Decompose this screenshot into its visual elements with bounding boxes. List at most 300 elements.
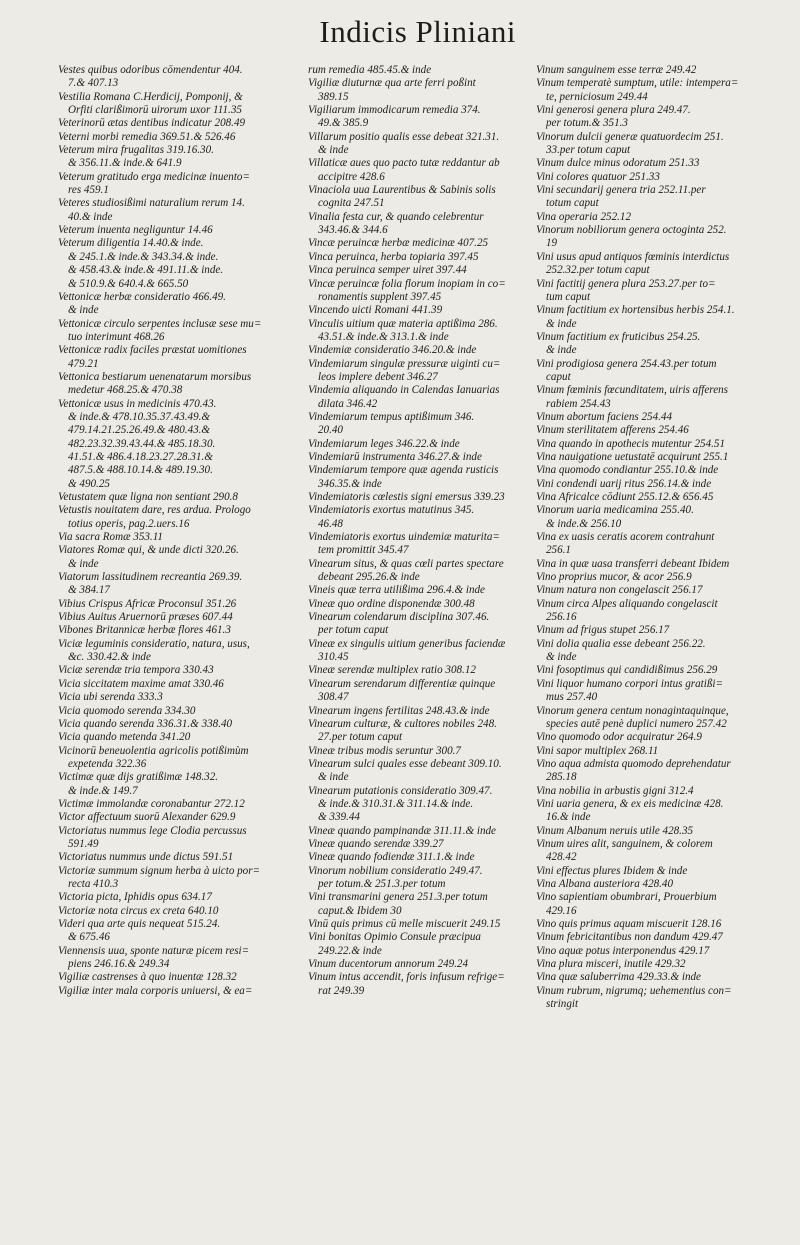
index-entry-line: dilata 346.42 (318, 397, 378, 410)
index-entry (58, 237, 284, 290)
index-entry-line: Vina operaria 252.12 (536, 210, 632, 223)
index-entry-line: Vini condendi uarij ritus 256.14.& inde (536, 477, 712, 490)
index-entry (308, 971, 524, 998)
index-entry-line: & inde (546, 651, 577, 664)
index-entry-line: & 339.44 (318, 811, 360, 824)
index-entry-line: Vini generosi genera plura 249.47. (536, 104, 691, 117)
index-entry (536, 224, 762, 251)
index-entry (58, 224, 284, 237)
index-entry-line: 249.22.& inde (318, 944, 382, 957)
index-entry-line: Vineæ quo ordine disponendæ 300.48 (308, 597, 475, 610)
index-entry-line: Vettonicæ circulo serpentes inclusæ sese mu= (58, 317, 262, 330)
index-entry (58, 771, 284, 798)
index-entry (308, 504, 524, 531)
index-entry-line: Vestes quibus odoribus cōmendentur 404. (58, 64, 243, 76)
index-entry (58, 705, 284, 718)
index-entry-line: & inde (546, 344, 577, 357)
index-entry-line: 33.per totum caput (546, 144, 631, 157)
index-entry (536, 865, 762, 878)
index-entry-line: 16.& inde (546, 811, 591, 824)
index-entry-line: Vini bonitas Opimio Consule præcipua (308, 931, 481, 944)
index-entry-line: Vibius Crispus Africæ Proconsul 351.26 (58, 597, 237, 610)
index-entry-line: Vino quis primus aquam miscuerit 128.16 (536, 918, 722, 930)
index-entry-line: Vina quæ saluberrima 429.33.& inde (536, 971, 701, 984)
index-entry-line: Vettonicæ usus in medicinis 470.43. (58, 397, 217, 410)
index-entry-line: Vigiliæ castrenses à quo inuentæ 128.32 (58, 971, 237, 984)
index-entry (58, 117, 284, 130)
index-entry (308, 825, 524, 838)
index-entry-line: Vicia quomodo serenda 334.30 (58, 704, 196, 717)
index-entry (308, 278, 524, 305)
index-entry-line: Vetustis nouitatem dare, res ardua. Prologo (58, 504, 251, 517)
index-entry-line: per totum caput (318, 624, 389, 637)
index-entry-line: Vina quomodo condiantur 255.10.& inde (536, 464, 719, 477)
index-entry-line: Vincæ peruincæ herbæ medicinæ 407.25 (308, 237, 489, 250)
index-entry-line: medetur 468.25.& 470.38 (68, 384, 183, 397)
index-entry-line: Vinearum putationis consideratio 309.47. (308, 784, 493, 797)
index-entry-line: tuo interimunt 468.26 (68, 330, 165, 343)
index-entry-line: 40.& inde (68, 210, 113, 223)
index-entry-line: Videri qua arte quis nequeat 515.24. (58, 918, 221, 930)
index-entry-line: Vina Albana austeriora 428.40 (536, 877, 674, 890)
index-entry-line: & 490.25 (68, 477, 110, 490)
index-entry-line: Vindemiatoris cœlestis signi emersus 339.23 (308, 491, 505, 503)
index-entry-line: Vini colores quatuor 251.33 (536, 170, 660, 183)
index-entry (308, 745, 524, 758)
index-entry (536, 384, 762, 411)
index-entry-line: Vettonicæ herbæ consideratio 466.49. (58, 290, 226, 303)
index-entry-line: piens 246.16.& 249.34 (68, 958, 170, 971)
index-entry-line: Victor affectuum suorū Alexander 629.9 (58, 811, 236, 824)
index-entry (308, 758, 524, 785)
index-entry-line: Vina ex uasis ceratis acorem contrahunt (536, 531, 715, 544)
index-entry (536, 571, 762, 584)
index-entry (536, 664, 762, 677)
index-entry-line: Veterum gratitudo erga medicinæ inuento= (58, 170, 250, 183)
index-entry (536, 678, 762, 705)
index-entry (536, 558, 762, 571)
index-entry (536, 451, 762, 464)
index-entry-line: rabiem 254.43 (546, 397, 611, 410)
index-entry-line: Vinū quis primus cū melle miscuerit 249.15 (308, 918, 501, 930)
index-entry-line: Vicia siccitatem maxime amat 330.46 (58, 677, 224, 690)
index-entry (308, 718, 524, 745)
index-entry (536, 918, 762, 931)
index-entry-line: & inde.& 310.31.& 311.14.& inde. (318, 797, 474, 810)
index-entry-line: Vinaciola uua Laurentibus & Sabinis solis (308, 184, 496, 197)
index-entry-line: rat 249.39 (318, 984, 365, 997)
index-entry (536, 171, 762, 184)
index-entry (308, 438, 524, 451)
index-entry (58, 171, 284, 198)
index-entry (536, 278, 762, 305)
index-entry-line: Vini liquor humano corpori intus gratißi= (536, 677, 723, 690)
index-entry-line: Vettonica bestiarum uenenatarum morsibus (58, 370, 252, 383)
index-column-3 (536, 64, 762, 1011)
index-entry (58, 745, 284, 772)
index-entry-line: Vinum febricitantibus non dandum 429.47 (536, 931, 723, 944)
index-entry (58, 731, 284, 744)
index-entry-line: Vettonicæ radix faciles præstat uomitiones (58, 344, 247, 357)
index-entry-line: 308.47 (318, 691, 349, 704)
index-entry (58, 624, 284, 637)
index-entry-line: Vineæ tribus modis seruntur 300.7 (308, 744, 461, 757)
index-entry (536, 331, 762, 358)
index-entry (58, 598, 284, 611)
index-entry-line: Vinearum colendarum disciplina 307.46. (308, 611, 490, 624)
index-entry-line: 428.42 (546, 851, 577, 864)
index-entry (536, 77, 762, 104)
index-entry (536, 184, 762, 211)
index-entry-line: Vinalia festa cur, & quando celebrentur (308, 210, 484, 223)
index-entry-line: Vineæ serendæ multiplex ratio 308.12 (308, 664, 476, 677)
index-entry-line: Vineæ quando pampinandæ 311.11.& inde (308, 824, 496, 837)
index-entry-line: Vincendo uicti Romani 441.39 (308, 304, 443, 317)
index-entry (536, 838, 762, 865)
index-entry-line: & 384.17 (68, 584, 110, 597)
index-entry (58, 851, 284, 864)
index-entry (536, 798, 762, 825)
index-entry-line: 256.1 (546, 544, 571, 557)
index-entry (308, 531, 524, 558)
index-entry-line: per totum.& 351.3 (546, 117, 628, 130)
index-entry-line: ronamentis supplent 397.45 (318, 290, 442, 303)
index-entry (58, 291, 284, 318)
index-entry-line: debeant 295.26.& inde (318, 571, 420, 584)
index-entry-line: Vineæ quando fodiendæ 311.1.& inde (308, 851, 475, 864)
index-column-2 (308, 64, 524, 998)
index-entry-line: 252.32.per totum caput (546, 264, 650, 277)
index-entry-line: 43.51.& inde.& 313.1.& inde (318, 330, 449, 343)
index-entry-line: Vinum Albanum neruis utile 428.35 (536, 824, 694, 837)
index-entry-line: Vetustatem quæ ligna non sentiant 290.8 (58, 491, 238, 503)
index-entry (536, 785, 762, 798)
index-entry-line: Via sacra Romæ 353.11 (58, 531, 163, 544)
index-entry (308, 104, 524, 131)
index-entry (58, 718, 284, 731)
index-entry (536, 64, 762, 77)
index-entry (308, 678, 524, 705)
index-entry (536, 878, 762, 891)
index-entry (58, 491, 284, 504)
index-entry-line: Vinum factitium ex hortensibus herbis 254.1. (536, 304, 735, 317)
index-entry-line: Vindemiarum tempore quæ agenda rusticis (308, 464, 499, 477)
index-entry-line: per totum.& 251.3.per totum (318, 877, 446, 890)
index-entry (536, 584, 762, 597)
index-entry (58, 664, 284, 677)
index-entry-line: Vicia quando serenda 336.31.& 338.40 (58, 717, 233, 730)
index-entry (58, 197, 284, 224)
index-entry (536, 731, 762, 744)
index-entry (308, 251, 524, 264)
index-entry-line: & 245.1.& inde.& 343.34.& inde. (68, 250, 219, 263)
index-entry-line: & inde (68, 557, 99, 570)
index-entry (536, 624, 762, 637)
index-entry-line: Vini factitij genera plura 253.27.per to= (536, 277, 716, 290)
index-entry-line: Vina plura misceri, inutile 429.32 (536, 958, 686, 971)
page-title: Indicis Pliniani (319, 14, 516, 49)
index-entry-line: Vineæ quando serendæ 339.27 (308, 837, 444, 850)
index-entry (308, 865, 524, 892)
index-entry (58, 398, 284, 491)
index-entry-line: Viennensis uua, sponte naturæ picem resi= (58, 944, 250, 957)
index-entry (308, 264, 524, 277)
index-entry-line: recta 410.3 (68, 877, 119, 890)
index-entry (536, 464, 762, 477)
index-entry (308, 318, 524, 345)
index-entry-line: Vineæ ex singulis uitium generibus faciendæ (308, 637, 506, 650)
index-entry (536, 931, 762, 944)
index-entry-line: Vinum rubrum, nigrumq; uehementius con= (536, 984, 732, 997)
index-entry-line: Vini usus apud antiquos fœminis interdictus (536, 250, 730, 263)
index-entry-line: Victoriatus nummus unde dictus 591.51 (58, 851, 234, 864)
index-entry-line: Vibones Britannicæ herbæ flores 461.3 (58, 624, 231, 637)
index-entry-line: & inde.& 478.10.35.37.43.49.& (68, 410, 211, 423)
index-entry (58, 798, 284, 811)
index-entry (58, 371, 284, 398)
index-entry (308, 384, 524, 411)
index-entry-line: cognita 247.51 (318, 197, 385, 210)
index-entry-line: 343.46.& 344.6 (318, 224, 388, 237)
index-entry-line: Vinorum nobiliorum genera octoginta 252. (536, 224, 727, 237)
index-entry-line: 389.15 (318, 90, 349, 103)
index-entry (308, 584, 524, 597)
index-entry (308, 664, 524, 677)
index-entry-line: species autē penè duplici numero 257.42 (546, 717, 727, 730)
index-entry-line: Vinum fœminis fœcunditatem, uiris afferens (536, 384, 728, 397)
index-entry-line: Victoria picta, Iphidis opus 634.17 (58, 891, 212, 904)
index-entry (308, 598, 524, 611)
index-entry-line: Vini fosoptimus qui candidißimus 256.29 (536, 664, 718, 677)
index-entry-line: Vinearum situs, & quas cœli partes spectare (308, 557, 504, 570)
index-entry-line: Vindemiatoris exortus uindemiæ maturita= (308, 531, 500, 544)
index-entry-line: Vinearum culturæ, & cultores nobiles 248. (308, 717, 497, 730)
index-entry-line: Vinum sterilitatem afferens 254.46 (536, 424, 689, 437)
index-entry-line: Vigiliarum immodicarum remedia 374. (308, 104, 481, 117)
index-entry (308, 211, 524, 238)
index-entry-line: Villaticæ aues quo pacto tutæ reddantur ab (308, 157, 500, 170)
index-entry (308, 891, 524, 918)
index-entry (308, 958, 524, 971)
index-entry (536, 638, 762, 665)
index-entry (536, 758, 762, 785)
index-entry-line: Victoriatus nummus lege Clodia percussus (58, 824, 247, 837)
index-entry-line: Vindemia aliquando in Calendas Ianuarias (308, 384, 500, 397)
index-entry-line: 285.18 (546, 771, 577, 784)
index-entry-line: 479.21 (68, 357, 99, 370)
index-entry (58, 891, 284, 904)
index-entry (308, 931, 524, 958)
index-entry (308, 491, 524, 504)
index-entry-line: tem promittit 345.47 (318, 544, 409, 557)
index-entry (308, 451, 524, 464)
index-entry-line: & inde (318, 771, 349, 784)
index-entry (536, 438, 762, 451)
index-entry-line: accipitre 428.6 (318, 170, 385, 183)
index-entry-line: Vini transmarini genera 251.3.per totum (308, 891, 488, 904)
index-entry-line: Vigiliæ inter mala corporis uniuersi, & ea= (58, 984, 253, 997)
index-entry-line: Vicia ubi serenda 333.3 (58, 691, 163, 704)
index-entry-line: & 458.43.& inde.& 491.11.& inde. (68, 264, 224, 277)
index-entry-line: & inde (546, 317, 577, 330)
index-entry-line: Vigiliæ diuturnæ qua arte ferri poßint (308, 77, 476, 90)
index-entry (536, 705, 762, 732)
index-entry (58, 971, 284, 984)
index-entry-line: Vinum natura non congelascit 256.17 (536, 584, 703, 597)
index-entry-line: Vinorum nobilium consideratio 249.47. (308, 864, 483, 877)
index-entry-line: te, perniciosum 249.44 (546, 90, 648, 103)
index-entry (536, 945, 762, 958)
index-entry-line: Vicia quando metenda 341.20 (58, 731, 191, 744)
index-entry-line: Veterum diligentia 14.40.& inde. (58, 237, 204, 250)
index-entry-line: res 459.1 (68, 184, 109, 197)
index-entry (58, 945, 284, 972)
index-entry-line: Vinum ducentorum annorum 249.24 (308, 958, 469, 971)
index-entry-line: totum caput (546, 197, 599, 210)
index-entry (58, 344, 284, 371)
index-entry (58, 131, 284, 144)
index-entry (58, 91, 284, 118)
index-entry (58, 144, 284, 171)
index-entry (58, 678, 284, 691)
index-entry-line: leos implere debent 346.27 (318, 370, 438, 383)
index-entry-line: caput.& Ibidem 30 (318, 904, 402, 917)
index-entry-line: Vindemiarum singulæ pressuræ uiginti cu= (308, 357, 501, 370)
index-entry-line: Vinearum ingens fertilitas 248.43.& inde (308, 704, 490, 717)
index-entry-line: totius operis, pag.2.uers.16 (68, 517, 190, 530)
index-entry-line: Vinum sanguinem esse terræ 249.42 (536, 64, 697, 76)
index-entry (58, 571, 284, 598)
index-entry-line: Vino aquæ potus interponendus 429.17 (536, 944, 710, 957)
index-entry-line: Viatorum lassitudinem recreantia 269.39. (58, 571, 243, 584)
index-entry-line: 27.per totum caput (318, 731, 403, 744)
index-entry-line: Vini effectus plures Ibidem & inde (536, 864, 688, 877)
index-entry-line: 479.14.21.25.26.49.& 480.43.& (68, 424, 211, 437)
index-entry-line: Vibius Auitus Aruernorū præses 607.44 (58, 611, 233, 624)
index-entry-line: Vindemiarū instrumenta 346.27.& inde (308, 450, 482, 463)
index-entry (308, 344, 524, 357)
index-entry (58, 905, 284, 918)
index-entry (58, 985, 284, 998)
index-entry (58, 811, 284, 824)
index-entry-line: Vinearum serendarum differentiæ quinque (308, 677, 496, 690)
index-entry (536, 504, 762, 531)
index-entry-line: Vino sapientiam obumbrari, Prouerbium (536, 891, 717, 904)
index-entry (536, 411, 762, 424)
index-entry (536, 478, 762, 491)
index-entry (58, 64, 284, 91)
index-entry-line: Vina in quæ uasa transferri debeant Ibidem (536, 557, 730, 570)
index-entry (308, 358, 524, 385)
index-entry-line: Vinum uires alit, sanguinem, & colorem (536, 837, 713, 850)
index-entry (308, 304, 524, 317)
index-entry-line: 41.51.& 486.4.18.23.27.28.31.& (68, 450, 213, 463)
index-entry-line: Veterni morbi remedia 369.51.& 526.46 (58, 130, 236, 143)
index-entry-line: 482.23.32.39.43.44.& 485.18.30. (68, 437, 216, 450)
index-entry-line: Vini dolia qualia esse debeant 256.22. (536, 637, 706, 650)
index-entry-line: Vino aqua admista quomodo deprehendatur (536, 757, 731, 770)
index-entry (58, 611, 284, 624)
index-entry-line: Vincæ peruincæ folia florum inopiam in co= (308, 277, 506, 290)
index-entry-line: Vindemiarum tempus aptißimum 346. (308, 410, 475, 423)
index-entry-line: Vini uaria genera, & ex eis medicinæ 428. (536, 797, 724, 810)
index-entry (536, 971, 762, 984)
index-entry-line: stringit (546, 998, 579, 1011)
index-entry-line: caput (546, 370, 571, 383)
index-entry-line: & 510.9.& 640.4.& 665.50 (68, 277, 189, 290)
index-entry-line: Victimæ quæ dijs gratißimæ 148.32. (58, 771, 219, 784)
index-entry-line: Vina nauigatione uetustatē acquirunt 255.1 (536, 450, 729, 463)
index-entry-line: rum remedia 485.45.& inde (308, 64, 432, 76)
index-entry (536, 891, 762, 918)
index-entry-line: 591.49 (68, 837, 99, 850)
index-entry (536, 251, 762, 278)
index-entry-line: 487.5.& 488.10.14.& 489.19.30. (68, 464, 213, 477)
index-entry (536, 598, 762, 625)
index-entry-line: Vinorum dulcii generæ quatuordecim 251. (536, 130, 724, 143)
index-entry-line: Villarum positio qualis esse debeat 321.31. (308, 130, 500, 143)
index-entry-line: Vinum abortum faciens 254.44 (536, 410, 672, 423)
index-entry-line: &c. 330.42.& inde (68, 651, 151, 664)
index-entry (536, 104, 762, 131)
index-entry (536, 304, 762, 331)
index-entry-line: Vinum temperatè sumptum, utile: intempera= (536, 77, 739, 90)
index-entry-line: expetenda 322.36 (68, 757, 147, 770)
index-entry-line: Victoriæ summum signum herba à uicto por= (58, 864, 261, 877)
index-entry (308, 638, 524, 665)
index-entry (536, 745, 762, 758)
index-entry-line: Vini secundarij genera tria 252.11.per (536, 184, 706, 197)
index-column-1 (58, 64, 284, 998)
index-entry (308, 77, 524, 104)
index-entry-line: Vinum ad frigus stupet 256.17 (536, 624, 670, 637)
index-entry-line: Vinearum sulci quales esse debeant 309.10. (308, 757, 502, 770)
index-entry-line: Viatores Romæ qui, & unde dicti 320.26. (58, 544, 239, 557)
index-entry (536, 825, 762, 838)
index-entry (536, 358, 762, 385)
index-entry-line: 20.40 (318, 424, 343, 437)
index-entry-line: Vina quando in apothecis mutentur 254.51 (536, 437, 725, 450)
index-entry-line: Veterum inuenta negliguntur 14.46 (58, 224, 213, 237)
index-entry (308, 237, 524, 250)
index-entry-line: Vinca peruinca semper uiret 397.44 (308, 264, 467, 277)
index-entry (536, 211, 762, 224)
index-entry (536, 985, 762, 1012)
index-entry-line: mus 257.40 (546, 691, 598, 704)
index-entry (536, 491, 762, 504)
index-entry (58, 691, 284, 704)
index-entry (308, 411, 524, 438)
index-entry-line: 46.48 (318, 517, 343, 530)
index-entry (308, 184, 524, 211)
index-entry-line: tum caput (546, 290, 591, 303)
index-entry-line: Vinculis uitium quæ materia aptißima 286. (308, 317, 498, 330)
index-entry-line: Vicinorū beneuolentia agricolis potißimùm (58, 744, 249, 757)
index-entry-line: Vino proprius mucor, & acor 256.9 (536, 571, 692, 584)
index-entry-line: Vini sapor multiplex 268.11 (536, 744, 659, 757)
index-entry-line: Vinum dulce minus odoratum 251.33 (536, 157, 700, 170)
index-entry-line: Vinorum uaria medicamina 255.40. (536, 504, 694, 517)
index-entry-line: Veterum mira frugalitas 319.16.30. (58, 144, 214, 157)
index-entry-line: Vinum circa Alpes aliquando congelascit (536, 597, 718, 610)
index-entry-line: 256.16 (546, 611, 577, 624)
index-entry (58, 544, 284, 571)
index-entry-line: Viciæ leguminis consideratio, natura, usus, (58, 637, 250, 650)
index-entry (536, 531, 762, 558)
index-entry (308, 611, 524, 638)
index-entry (58, 825, 284, 852)
index-entry-line: Victimæ immolandæ coronabantur 272.12 (58, 797, 245, 810)
